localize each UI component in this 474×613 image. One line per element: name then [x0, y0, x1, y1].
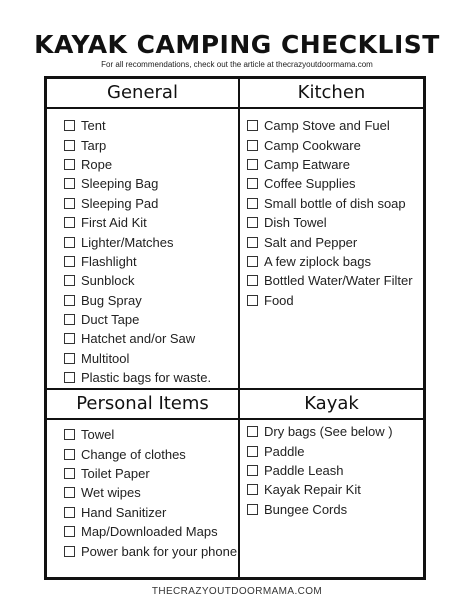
- checkbox[interactable]: [247, 198, 258, 209]
- checkbox[interactable]: [64, 120, 75, 131]
- item-label: Paddle Leash: [264, 462, 344, 478]
- checklist-item[interactable]: [247, 135, 413, 154]
- checklist-item[interactable]: [64, 135, 211, 154]
- checkbox[interactable]: [64, 159, 75, 170]
- checkbox[interactable]: [247, 275, 258, 286]
- checkbox[interactable]: [64, 295, 75, 306]
- item-label: Toilet Paper: [81, 465, 150, 481]
- item-label: Bug Spray: [81, 292, 142, 308]
- checkbox[interactable]: [64, 526, 75, 537]
- item-label: Dish Towel: [264, 215, 327, 231]
- item-label: Hatchet and/or Saw: [81, 331, 196, 347]
- item-label: Rope: [81, 156, 113, 172]
- item-label: Tent: [81, 118, 106, 134]
- checkbox[interactable]: [64, 333, 75, 344]
- checklist-item[interactable]: [64, 349, 211, 368]
- checklist-item[interactable]: [247, 291, 413, 310]
- heading-rule: [47, 107, 238, 109]
- checklist-item[interactable]: [64, 444, 237, 463]
- section-heading-general: General: [107, 82, 178, 103]
- item-label: Camp Stove and Fuel: [264, 118, 390, 134]
- item-label: Tarp: [81, 137, 107, 153]
- checkbox[interactable]: [64, 198, 75, 209]
- checkbox[interactable]: [64, 449, 75, 460]
- checkbox[interactable]: [64, 140, 75, 151]
- item-label: Sleeping Bag: [81, 176, 159, 192]
- item-label: Map/Downloaded Maps: [81, 524, 218, 540]
- checklist-item[interactable]: [247, 194, 413, 213]
- checklist-item[interactable]: [247, 174, 413, 193]
- kitchen-list: [247, 116, 413, 310]
- checklist-item[interactable]: [64, 232, 211, 251]
- checklist-item[interactable]: [64, 174, 211, 193]
- checkbox[interactable]: [64, 178, 75, 189]
- checkbox[interactable]: [64, 217, 75, 228]
- checkbox[interactable]: [64, 256, 75, 267]
- checkbox[interactable]: [64, 353, 75, 364]
- checklist-item[interactable]: [64, 483, 237, 502]
- checklist-item[interactable]: [64, 291, 211, 310]
- checkbox[interactable]: [247, 140, 258, 151]
- column-divider: [238, 79, 240, 577]
- checkbox[interactable]: [247, 256, 258, 267]
- item-label: Paddle: [264, 443, 305, 459]
- checkbox[interactable]: [64, 546, 75, 557]
- checklist-item[interactable]: [64, 503, 237, 522]
- checkbox[interactable]: [64, 314, 75, 325]
- item-label: Sunblock: [81, 273, 135, 289]
- checkbox[interactable]: [247, 120, 258, 131]
- checkbox[interactable]: [247, 504, 258, 515]
- checklist-item[interactable]: [64, 310, 211, 329]
- checklist-item[interactable]: [64, 329, 211, 348]
- checklist-item[interactable]: [247, 461, 393, 480]
- checklist-item[interactable]: [247, 213, 413, 232]
- page-title: KAYAK CAMPING CHECKLIST: [34, 30, 440, 59]
- item-label: Wet wipes: [81, 485, 141, 501]
- item-label: Hand Sanitizer: [81, 504, 167, 520]
- checkbox[interactable]: [247, 237, 258, 248]
- checkbox[interactable]: [247, 295, 258, 306]
- checklist-item[interactable]: [64, 213, 211, 232]
- item-label: Small bottle of dish soap: [264, 195, 406, 211]
- checkbox[interactable]: [247, 484, 258, 495]
- checklist-item[interactable]: [64, 464, 237, 483]
- checkbox[interactable]: [247, 446, 258, 457]
- checkbox[interactable]: [247, 465, 258, 476]
- checklist-item[interactable]: [64, 194, 211, 213]
- checkbox[interactable]: [247, 159, 258, 170]
- item-label: Change of clothes: [81, 446, 186, 462]
- item-label: Flashlight: [81, 253, 137, 269]
- item-label: Coffee Supplies: [264, 176, 356, 192]
- item-label: Kayak Repair Kit: [264, 482, 361, 498]
- checklist-item[interactable]: [247, 232, 413, 251]
- checklist-item[interactable]: [247, 116, 413, 135]
- footer-site-credit: THECRAZYOUTDOORMAMA.COM: [151, 586, 323, 597]
- checkbox[interactable]: [64, 237, 75, 248]
- checkbox[interactable]: [64, 507, 75, 518]
- heading-rule: [240, 107, 423, 109]
- checklist-item[interactable]: [64, 522, 237, 541]
- checkbox[interactable]: [64, 275, 75, 286]
- heading-rule: [240, 418, 423, 420]
- checklist-item[interactable]: [247, 271, 413, 290]
- checkbox[interactable]: [64, 487, 75, 498]
- checkbox[interactable]: [64, 429, 75, 440]
- checklist-item[interactable]: [247, 480, 393, 499]
- checklist-item[interactable]: [64, 155, 211, 174]
- item-label: Plastic bags for waste.: [81, 370, 212, 386]
- checklist-item[interactable]: [64, 252, 211, 271]
- checklist-item[interactable]: [247, 422, 393, 441]
- item-label: Sleeping Pad: [81, 195, 159, 211]
- checkbox[interactable]: [247, 217, 258, 228]
- item-label: Food: [264, 292, 294, 308]
- item-label: Multitool: [81, 350, 130, 366]
- checkbox[interactable]: [247, 426, 258, 437]
- item-label: Camp Cookware: [264, 137, 361, 153]
- item-label: Bungee Cords: [264, 501, 348, 517]
- checklist-item[interactable]: [64, 541, 237, 560]
- checkbox[interactable]: [64, 468, 75, 479]
- item-label: Dry bags (See below ): [264, 424, 393, 440]
- item-label: Duct Tape: [81, 312, 140, 328]
- item-label: First Aid Kit: [81, 215, 147, 231]
- section-heading-personal-items: Personal Items: [76, 393, 209, 414]
- checkbox[interactable]: [247, 178, 258, 189]
- checklist-grid: [44, 76, 426, 580]
- item-label: Power bank for your phone: [81, 543, 238, 559]
- personal-items-list: [64, 425, 237, 561]
- kayak-list: [247, 422, 393, 519]
- checklist-item[interactable]: [247, 441, 393, 460]
- checklist-item[interactable]: [64, 368, 211, 387]
- checklist-item[interactable]: [247, 252, 413, 271]
- page-subtitle: For all recommendations, check out the article at thecrazyoutdoormama.com: [101, 60, 373, 69]
- section-heading-kayak: Kayak: [304, 393, 359, 414]
- item-label: Bottled Water/Water Filter: [264, 273, 413, 289]
- section-heading-kitchen: Kitchen: [297, 82, 366, 103]
- item-label: Salt and Pepper: [264, 234, 358, 250]
- checklist-item[interactable]: [64, 271, 211, 290]
- item-label: A few ziplock bags: [264, 253, 371, 269]
- general-list: [64, 116, 211, 387]
- checkbox[interactable]: [64, 372, 75, 383]
- checklist-item[interactable]: [64, 116, 211, 135]
- checklist-item[interactable]: [247, 155, 413, 174]
- item-label: Camp Eatware: [264, 156, 350, 172]
- heading-rule: [47, 418, 238, 420]
- checklist-item[interactable]: [247, 500, 393, 519]
- checklist-item[interactable]: [64, 425, 237, 444]
- item-label: Lighter/Matches: [81, 234, 174, 250]
- item-label: Towel: [81, 427, 115, 443]
